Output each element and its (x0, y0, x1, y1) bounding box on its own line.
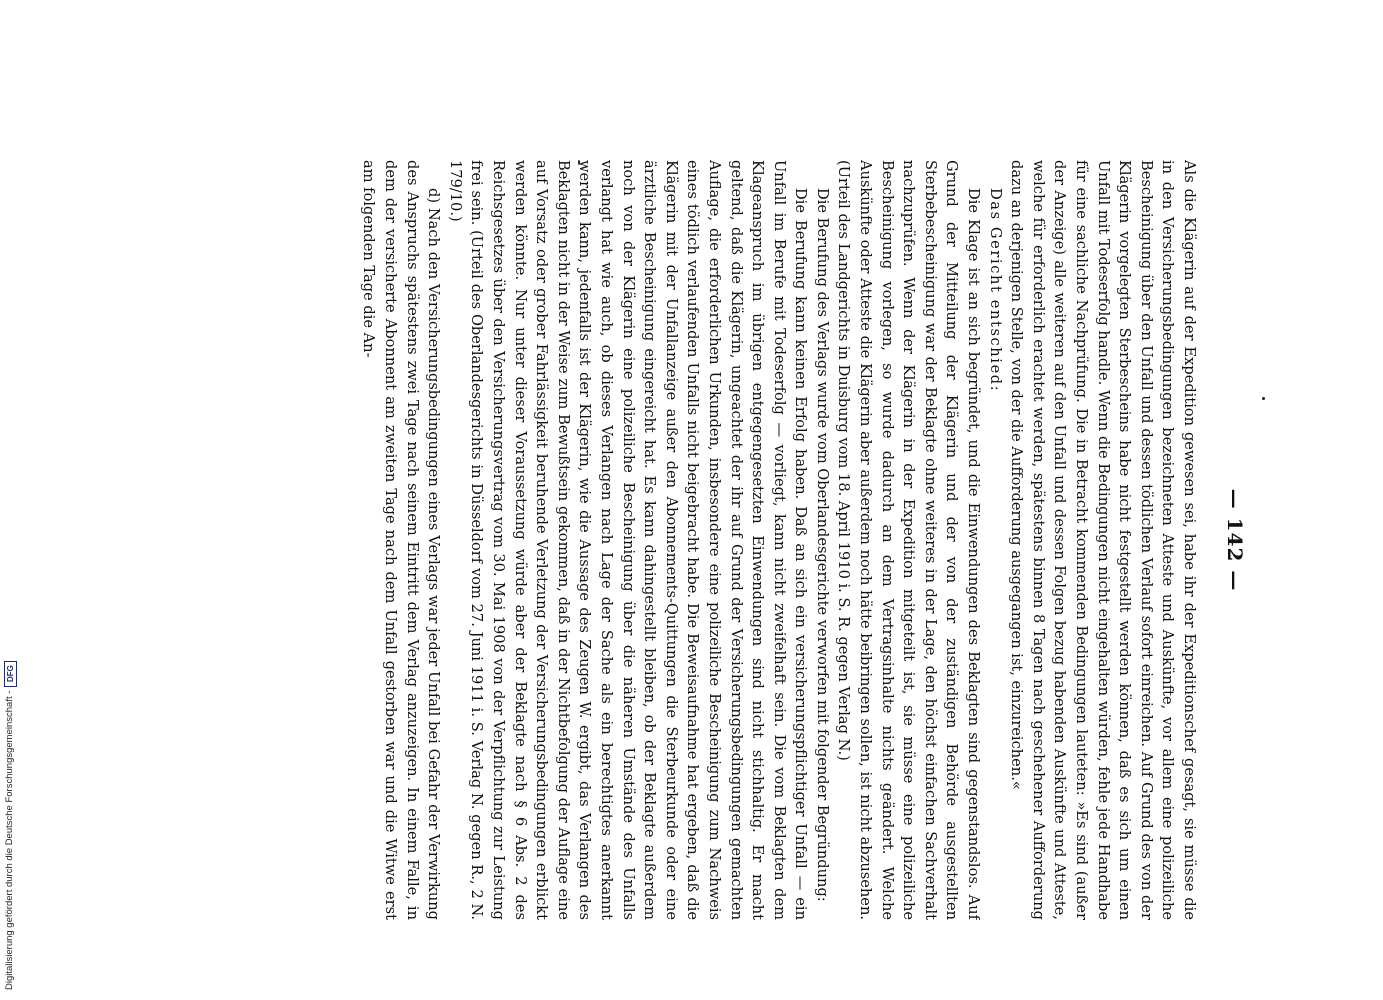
footer-credit (0, 0, 20, 1000)
paragraph-6: d) Nach den Versicherungsbedingungen eines Verlags war jeder Unfall bei Gefahr der Verwirkung des Anspruchs spätestens zwei Tage nach seinem Eintritt dem Verlag anzuzeigen. In einem Falle, in dem der versicherte Abonnent am zweiten Tage nach dem Unfall gestorben war und die Witwe erst am folgenden Tage die An- (360, 160, 443, 920)
rotated-page-content (122, 160, 1252, 920)
paragraph-4: Die Berufung des Verlags wurde vom Oberlandesgerichte verworfen mit folgender Begründung: (813, 188, 831, 902)
scan-speck (1262, 397, 1265, 400)
body-text (140, 160, 1200, 920)
footer-credit-text: Digitalisierung gefördert durch die Deutsche Forschungsgemeinschaft - (4, 690, 15, 990)
dfg-logo-icon: DFG (4, 661, 17, 687)
paragraph-5: Die Berufung kann keinen Erfolg haben. Daß an sich ein versicherungspflichtiger Unfall — ein Unfall im Berufe mit Todeserfolg — vorliegt, kann nicht zweifelhaft sein. Die vom Beklagten dem Klageanspruch im übrigen entgegengesetzten Einwendungen sind nicht stichhaltig. Er macht geltend, daß die Klägerin, ungeachtet der ihr auf Grund der Versicherungsbedingungen gemachten Auflage, die erforderlichen Urkunden, insbesondere eine polizeiliche Bescheinigung zum Nachweis eines tödlich verlaufenden Unfalls nicht beigebracht habe. Die Beweisaufnahme hat ergeben, daß die Klägerin mit der Unfallanzeige außer den Abonnements-Quittungen die Sterbeurkunde oder eine ärztliche Bescheinigung eingereicht hat. Es kann dahingestellt bleiben, ob der Beklagte außerdem noch von der Klägerin eine polizeiliche Bescheinigung über die näheren Umstände des Unfalls verlangt hat wie auch, ob dieses Verlangen nach Lage der Sache als ein berechtigtes anerkannt werden kann, jedenfalls ist der Klägerin, wie die Aussage des Zeugen W. ergibt, das Verlangen des Beklagten nicht in der Weise zum Bewußtsein gekommen, daß in der Nichtbefolgung der Auflage eine auf Vorsatz oder grober Fahrlässigkeit beruhende Verletzung der Versicherungsbedingungen erblickt werden könnte. Nur unter dieser Voraussetzung würde aber der Beklagte nach § 6 Abs. 2 des Reichsgesetzes über den Versicherungsvertrag vom 30. Mai 1908 von der Verpflichtung zur Leistung frei sein. (Urteil des Oberlandesgerichts in Düsseldorf vom 27. Juni 1911 i. S. Verlag N. gegen R., 2 N. 179/10.) (446, 160, 810, 920)
paragraph-1: Als die Klägerin auf der Expedition gewesen sei, habe ihr der Expeditionschef gesagt, sie müsse die in den Versicherungsbedingungen bezeichneten Atteste und Auskünfte, vor allem eine polizeiliche Bescheinigung über den Unfall und dessen tödlichen Verlauf sofort einreichen. Auf Grund des von der Klägerin vorgelegten Sterbescheins habe nicht festgestellt werden können, daß es sich um einen Unfall mit Todeserfolg handle. Wenn die Bedingungen nicht eingehalten würden, fehle jede Handhabe für eine sachliche Nachprüfung. Die in Betracht kommenden Bedingungen lauteten: »Es sind (außer der Anzeige) alle weiteren auf den Unfall und dessen Folgen bezug habenden Auskünfte und Atteste, welche für erforderlich erachtet werden, spätestens binnen 8 Tagen nach geschehener Aufforderung dazu an derjenigen Stelle, von der die Aufforderung ausgegangen ist, einzureichen.« (1008, 160, 1198, 920)
page-number: — 142 — (1223, 488, 1247, 592)
paragraph-3: Die Klage ist an sich begründet, und die Einwendungen des Beklagten sind gegenstandslos. Auf Grund der Mitteilung der Klägerin und der von der zuständigen Behörde ausgestellten Sterbebescheinigung war der Beklagte ohne weiteres in der Lage, den höchst einfachen Sachverhalt nachzuprüfen. Wenn der Klägerin in der Expedition mitgeteilt ist, sie müsse eine polizeiliche Bescheinigung vorlegen, so wurde dadurch an dem Vertragsinhalte nichts geändert. Welche Auskünfte oder Atteste die Klägerin aber außerdem noch hätte beibringen sollen, ist nicht abzusehen. (Urteil des Landgerichts in Duisburg vom 18. April 1910 i. S. R. gegen Verlag N.) (835, 160, 983, 920)
paragraph-2: Das Gericht entschied: (986, 188, 1004, 393)
